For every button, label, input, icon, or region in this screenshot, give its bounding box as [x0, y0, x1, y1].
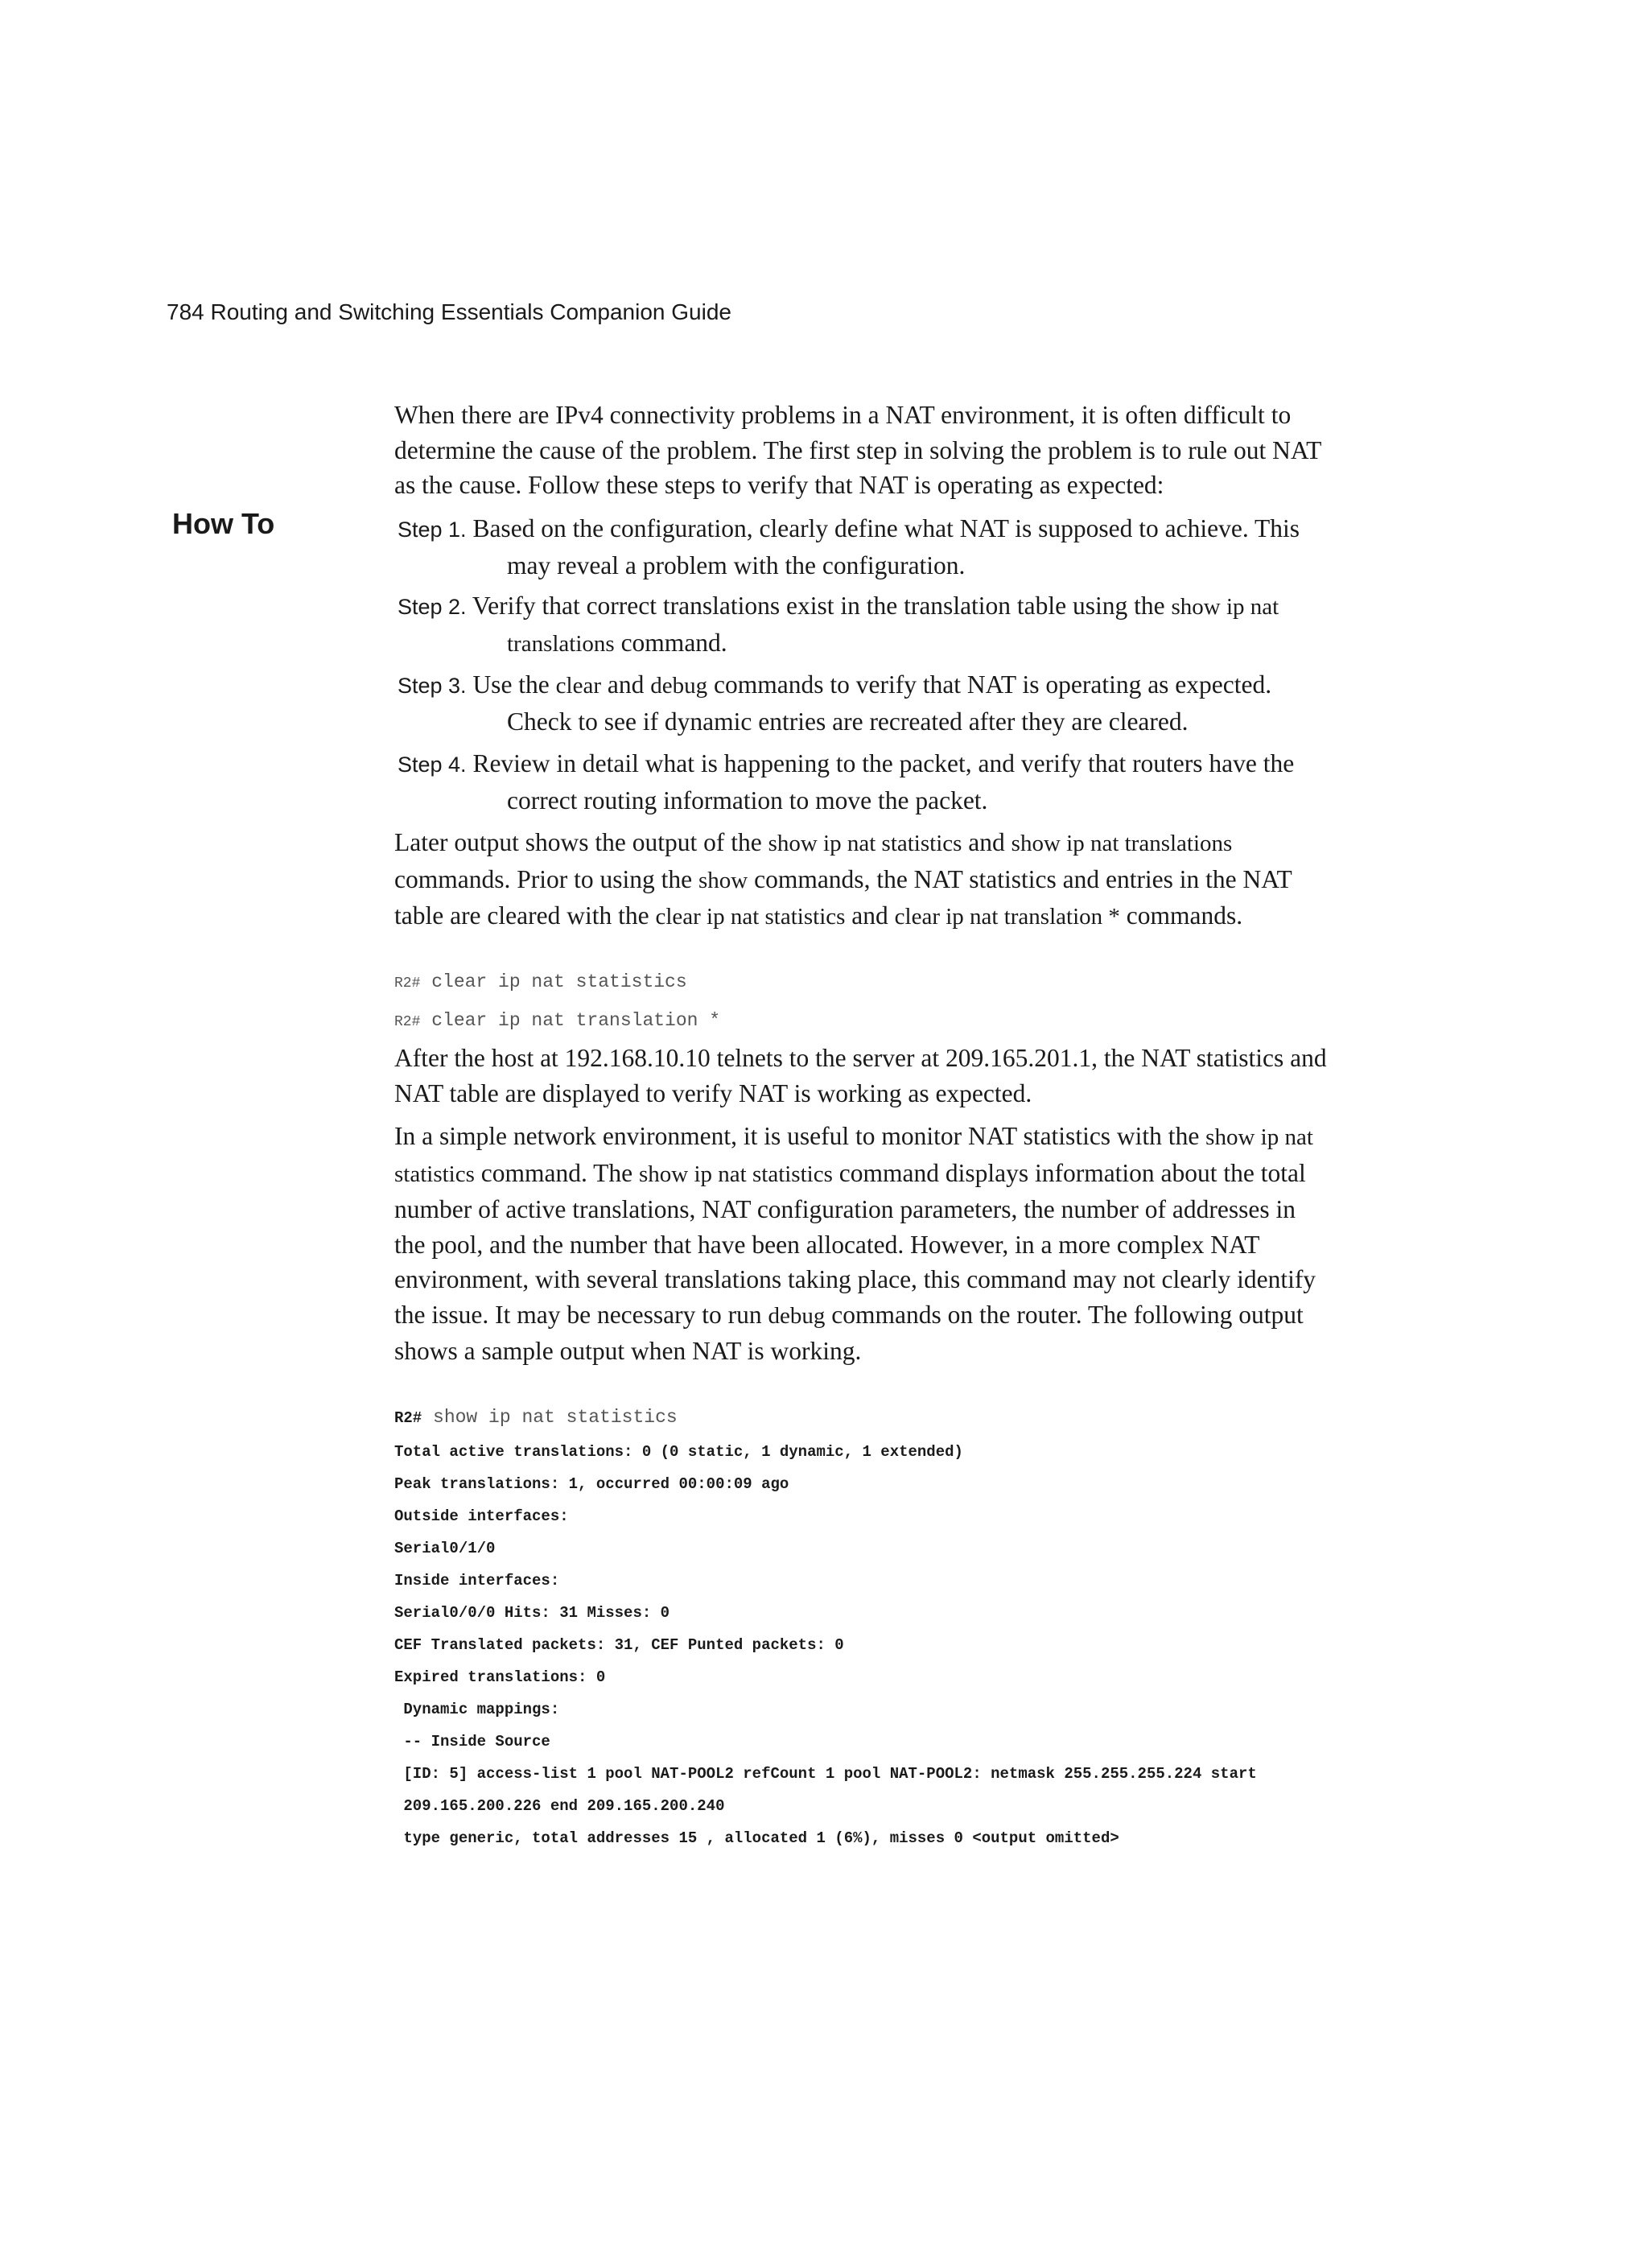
paragraph-line: After the host at 192.168.10.10 telnets to the server at 209.165.201.1, the NAT statistics and	[394, 1044, 1327, 1072]
cli-output-line: Total active translations: 0 (0 static, 1 dynamic, 1 extended)	[394, 1443, 963, 1461]
step-text: Verify that correct translations exist in the translation table using the	[472, 592, 1165, 620]
page-header: 784 Routing and Switching Essentials Companion Guide	[167, 299, 731, 324]
text: command. The	[480, 1158, 633, 1187]
inline-command: show ip nat	[1171, 594, 1279, 620]
intro-line: as the cause. Follow these steps to verify that NAT is operating as expected:	[394, 471, 1164, 499]
text: commands.	[1126, 901, 1243, 930]
inline-command: debug	[650, 673, 708, 699]
cli-command: clear ip nat statistics	[420, 971, 687, 992]
step-text: correct routing information to move the packet.	[507, 786, 988, 814]
inline-command: show ip nat translations	[1011, 831, 1233, 856]
step-line-2	[398, 625, 1395, 662]
step-4	[398, 746, 1395, 818]
inline-command: show ip nat statistics	[768, 831, 962, 856]
paragraph-line: the pool, and the number that have been allocated. However, in a more complex NAT	[394, 1230, 1260, 1259]
cli-output-line: -- Inside Source	[394, 1733, 550, 1750]
paragraph-line: environment, with several translations taking place, this command may not clearly identify	[394, 1265, 1316, 1293]
intro-line: When there are IPv4 connectivity problems in a NAT environment, it is often difficult to	[394, 401, 1292, 429]
cli-output-line: Outside interfaces:	[394, 1507, 569, 1525]
step-number: Step 1.	[398, 518, 467, 542]
inline-command: debug	[768, 1302, 826, 1329]
cli-output-line: Expired translations: 0	[394, 1668, 606, 1686]
inline-command: statistics	[394, 1161, 475, 1187]
text: commands. Prior to using the	[394, 864, 693, 893]
text: commands, the NAT statistics and entries in the NAT	[754, 864, 1292, 893]
later-paragraph	[394, 825, 1392, 935]
cli-line	[394, 1010, 720, 1031]
step-number: Step 2.	[398, 595, 467, 619]
intro-line: determine the cause of the problem. The first step in solving the problem is to rule out NAT	[394, 435, 1322, 464]
step-number: Step 3.	[398, 674, 467, 698]
inline-command: clear	[555, 673, 602, 699]
paragraph-line	[394, 1156, 1392, 1193]
cli-output-line: Peak translations: 1, occurred 00:00:09 ago	[394, 1475, 789, 1493]
intro-paragraph	[394, 398, 1392, 503]
inline-command: clear ip nat statistics	[655, 904, 846, 930]
step-2	[398, 588, 1395, 662]
paragraph-line: shows a sample output when NAT is working.	[394, 1337, 862, 1365]
text: and	[968, 828, 1005, 856]
step-text: Based on the configuration, clearly define what NAT is supposed to achieve. This	[472, 514, 1300, 542]
text: table are cleared with the	[394, 901, 649, 930]
step-text: commands to verify that NAT is operating as expected.	[714, 670, 1272, 699]
cli-output-line: Inside interfaces:	[394, 1572, 560, 1590]
how-to-label: How To	[172, 507, 275, 540]
step-text: command.	[620, 628, 727, 657]
cli-prompt: R2#	[394, 975, 421, 992]
cli-line	[394, 971, 687, 992]
cli-prompt: R2#	[394, 1014, 421, 1030]
cli-output-line: Serial0/1/0	[394, 1540, 496, 1557]
step-text: Use the	[472, 670, 550, 699]
paragraph-line	[394, 825, 1392, 862]
text: Later output shows the output of the	[394, 828, 762, 856]
cli-output-line: CEF Translated packets: 31, CEF Punted packets: 0	[394, 1636, 844, 1654]
text: commands on the router. The following output	[831, 1300, 1304, 1329]
text: In a simple network environment, it is useful to monitor NAT statistics with the	[394, 1122, 1200, 1150]
cli-command: clear ip nat translation *	[420, 1010, 721, 1031]
step-text: and	[607, 670, 645, 699]
step-1	[398, 511, 1395, 583]
step-3	[398, 667, 1395, 739]
cli-command: show ip nat statistics	[422, 1407, 678, 1428]
cli-prompt: R2#	[394, 1409, 422, 1427]
inline-command: show	[698, 867, 748, 893]
inline-command: show ip nat statistics	[639, 1161, 833, 1187]
after-paragraph	[394, 1041, 1392, 1111]
cli-line	[394, 1407, 678, 1428]
step-number: Step 4.	[398, 753, 467, 777]
paragraph-line: number of active translations, NAT configuration parameters, the number of addresses in	[394, 1195, 1296, 1223]
inline-command: show ip nat	[1205, 1124, 1313, 1150]
cli-output-line: Dynamic mappings:	[394, 1701, 560, 1718]
inline-command: translations	[507, 630, 615, 657]
cli-output-line: 209.165.200.226 end 209.165.200.240	[394, 1797, 725, 1815]
text: command displays information about the total	[838, 1158, 1306, 1187]
step-text: Check to see if dynamic entries are recreated after they are cleared.	[507, 707, 1189, 736]
inline-command: clear ip nat translation *	[894, 904, 1120, 930]
paragraph-line	[394, 1119, 1392, 1156]
paragraph-line: NAT table are displayed to verify NAT is working as expected.	[394, 1078, 1032, 1107]
text: the issue. It may be necessary to run	[394, 1300, 762, 1329]
text: and	[851, 901, 888, 930]
step-text: Review in detail what is happening to the packet, and verify that routers have the	[472, 749, 1295, 777]
paragraph-line	[394, 898, 1392, 935]
paragraph-line	[394, 1297, 1392, 1334]
cli-output-line: type generic, total addresses 15 , allocated 1 (6%), misses 0 <output omitted>	[394, 1829, 1119, 1847]
cli-output-line: [ID: 5] access-list 1 pool NAT-POOL2 refCount 1 pool NAT-POOL2: netmask 255.255.255.224 start	[394, 1765, 1257, 1783]
paragraph-line	[394, 862, 1392, 899]
simple-paragraph	[394, 1119, 1392, 1369]
step-text: may reveal a problem with the configuration.	[507, 551, 966, 579]
cli-output-line: Serial0/0/0 Hits: 31 Misses: 0	[394, 1604, 670, 1622]
